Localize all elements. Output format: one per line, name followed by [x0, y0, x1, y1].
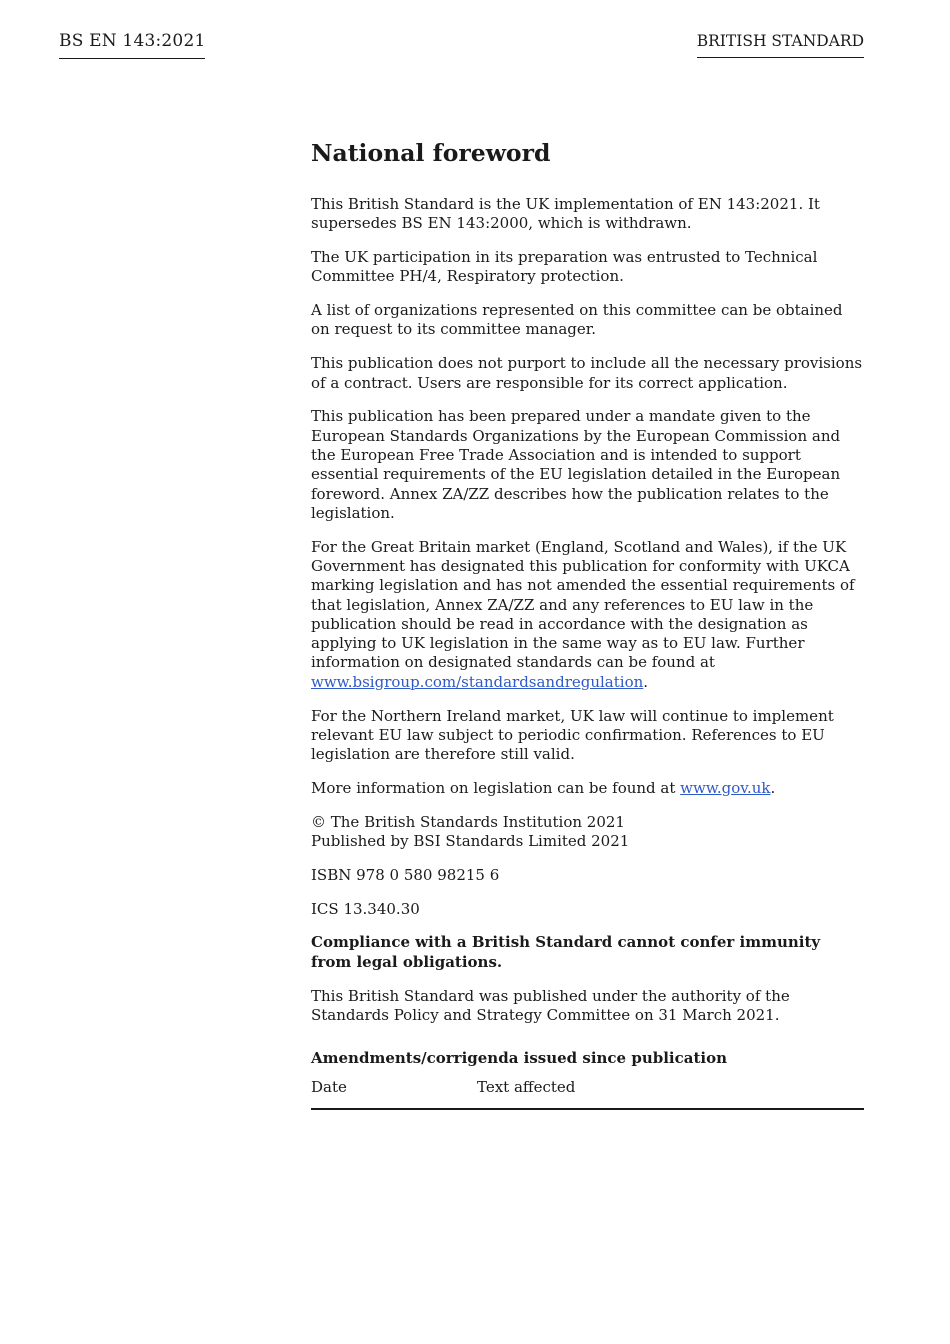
paragraph-more-info: [311, 779, 864, 798]
gb-market-text: For the Great Britain market (England, Scotland and Wales), if the UK Government has designated this publication for conformity with UKCA marking legislation and has not amended the essential requirements of that legislation, Annex ZA/ZZ and any references to EU law in the publication should be read in accordance with the designation as applying to UK legislation in the same way as to EU law. Further information on designated standards can be found at: [311, 537, 855, 672]
paragraph-mandate: This publication has been prepared under a mandate given to the European Standards Organizations by the European Commission and the European Free Trade Association and is intended to support essential requirements of the EU legislation detailed in the European foreword. Annex ZA/ZZ describes how the publication relates to the legislation.: [311, 407, 841, 522]
paragraph-copyright: [311, 813, 864, 852]
column-header-date: Date: [311, 1078, 477, 1108]
more-info-end: .: [770, 778, 776, 797]
isbn: ISBN 978 0 580 98215 6: [311, 865, 500, 884]
more-info-text: More information on legislation can be found at: [311, 778, 681, 797]
page-title: National foreword: [311, 139, 551, 167]
amendments-header-row: [311, 1078, 864, 1108]
amendments-table: [311, 1078, 864, 1109]
published-line: Published by BSI Standards Limited 2021: [311, 832, 630, 851]
compliance-notice: Compliance with a British Standard cannot confer immunity from legal obligations.: [311, 933, 821, 971]
column-header-text-affected: Text affected: [477, 1078, 864, 1108]
paragraph-committee-list: A list of organizations represented on this committee can be obtained on request to its committee manager.: [311, 301, 843, 339]
paragraph-implementation: This British Standard is the UK implementation of EN 143:2021. It supersedes BS EN 143:2000, which is withdrawn.: [311, 195, 820, 233]
gb-market-end: .: [643, 672, 649, 691]
bsigroup-link[interactable]: www.bsigroup.com/standardsandregulation: [311, 672, 644, 691]
paragraph-authority: This British Standard was published under the authority of the Standards Policy and Strategy Committee on 31 March 2021.: [311, 986, 790, 1024]
ics: ICS 13.340.30: [311, 899, 420, 918]
gov-uk-link[interactable]: www.gov.uk: [680, 778, 771, 797]
paragraph-northern-ireland: For the Northern Ireland market, UK law will continue to implement relevant EU law subject to periodic confirmation. References to EU legislation are therefore still valid.: [311, 706, 834, 764]
paragraph-participation: The UK participation in its preparation was entrusted to Technical Committee PH/4, Respiratory protection.: [311, 248, 818, 286]
paragraph-great-britain: [311, 538, 864, 692]
document-type: BRITISH STANDARD: [697, 32, 864, 58]
document-id: BS EN 143:2021: [59, 31, 205, 59]
copyright-line: © The British Standards Institution 2021: [311, 812, 625, 831]
national-foreword-section: [311, 138, 864, 1110]
paragraph-provisions: This publication does not purport to include all the necessary provisions of a contract. Users are responsible for its correct application.: [311, 354, 863, 392]
amendments-title: Amendments/corrigenda issued since publication: [311, 1049, 727, 1068]
